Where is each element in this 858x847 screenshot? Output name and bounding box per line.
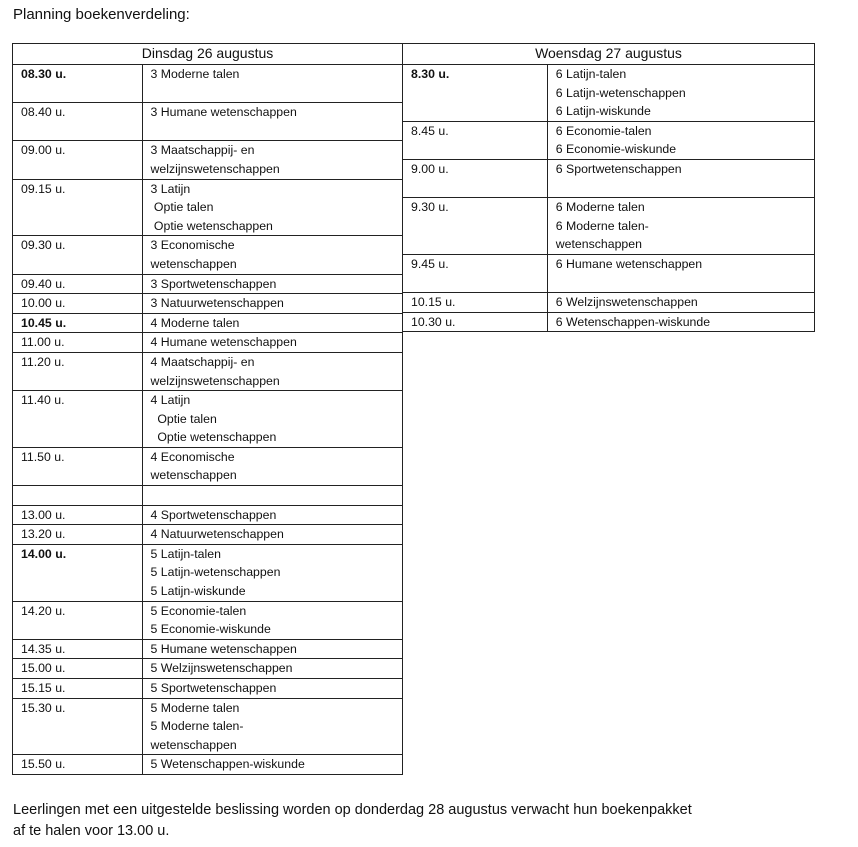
group-line: 6 Moderne talen- bbox=[555, 218, 649, 233]
group-line: wetenschappen bbox=[150, 256, 237, 271]
time-cell: 8.30 u. bbox=[403, 65, 548, 122]
schedule-row bbox=[13, 447, 403, 485]
time-cell: 14.00 u. bbox=[13, 544, 143, 601]
group-cell bbox=[142, 505, 402, 525]
group-line: 6 Economie-talen bbox=[555, 123, 652, 138]
time-cell: 10.45 u. bbox=[13, 313, 143, 333]
time-cell: 11.50 u. bbox=[13, 447, 143, 485]
schedule-row bbox=[13, 141, 403, 179]
group-cell bbox=[142, 141, 402, 179]
group-line: 5 Latijn-wiskunde bbox=[150, 584, 246, 599]
group-line: 6 Latijn-wiskunde bbox=[555, 104, 651, 119]
time-cell: 09.00 u. bbox=[13, 141, 143, 179]
group-cell bbox=[142, 333, 402, 353]
group-cell bbox=[547, 159, 814, 197]
schedule-row bbox=[13, 755, 403, 775]
group-cell bbox=[142, 103, 402, 141]
time-cell: 10.30 u. bbox=[403, 312, 548, 332]
group-cell bbox=[547, 198, 814, 255]
group-line bbox=[151, 486, 402, 505]
schedule-row bbox=[13, 103, 403, 141]
schedule-row bbox=[403, 198, 815, 255]
group-cell bbox=[142, 755, 402, 775]
schedule-row bbox=[13, 659, 403, 679]
group-line: 5 Humane wetenschappen bbox=[150, 641, 297, 656]
group-line: Optie talen bbox=[150, 200, 214, 215]
group-line: 6 Sportwetenschappen bbox=[555, 161, 682, 176]
group-cell bbox=[142, 659, 402, 679]
group-line: 5 Sportwetenschappen bbox=[150, 681, 277, 695]
group-cell bbox=[547, 312, 814, 332]
schedule-row bbox=[403, 159, 815, 197]
note-line: af te halen voor 13.00 u. bbox=[13, 823, 170, 839]
group-line: 3 Economische bbox=[150, 238, 235, 253]
group-line: 5 Welzijnswetenschappen bbox=[150, 661, 293, 676]
time-cell: 13.20 u. bbox=[13, 525, 143, 545]
group-cell bbox=[142, 294, 402, 314]
schedule-row bbox=[13, 274, 403, 294]
time-cell: 15.15 u. bbox=[13, 679, 143, 699]
time-cell: 08.30 u. bbox=[13, 65, 143, 103]
schedule-row bbox=[13, 179, 403, 236]
group-line: 6 Economie-wiskunde bbox=[555, 142, 677, 157]
group-line: 3 Natuurwetenschappen bbox=[150, 296, 284, 311]
time-cell: 10.15 u. bbox=[403, 293, 548, 313]
group-line: welzijnswetenschappen bbox=[150, 161, 280, 176]
time-cell: 09.15 u. bbox=[13, 179, 143, 236]
group-line: 6 Welzijnswetenschappen bbox=[555, 295, 698, 310]
schedule-row bbox=[13, 352, 403, 390]
time-cell: 11.00 u. bbox=[13, 333, 143, 353]
schedule-row bbox=[13, 313, 403, 333]
time-cell: 8.45 u. bbox=[403, 121, 548, 159]
time-cell: 10.00 u. bbox=[13, 294, 143, 314]
group-line: wetenschappen bbox=[555, 237, 642, 252]
time-cell: 09.30 u. bbox=[13, 236, 143, 274]
group-cell bbox=[142, 236, 402, 274]
group-line: Optie talen bbox=[150, 411, 217, 426]
time-cell: 14.35 u. bbox=[13, 639, 143, 659]
group-line: Optie wetenschappen bbox=[150, 218, 273, 233]
schedule-row bbox=[13, 505, 403, 525]
group-cell bbox=[142, 639, 402, 659]
schedule-row bbox=[13, 294, 403, 314]
group-line: welzijnswetenschappen bbox=[150, 373, 280, 388]
schedule bbox=[12, 43, 815, 775]
time-cell: 09.40 u. bbox=[13, 274, 143, 294]
group-cell bbox=[142, 544, 402, 601]
group-line: 3 Sportwetenschappen bbox=[150, 276, 277, 291]
schedule-row bbox=[13, 698, 403, 755]
schedule-row bbox=[13, 544, 403, 601]
schedule-row bbox=[403, 312, 815, 332]
group-cell bbox=[142, 679, 402, 699]
page-title: Planning boekenverdeling: bbox=[13, 6, 190, 23]
schedule-row bbox=[13, 65, 403, 103]
group-cell bbox=[142, 525, 402, 545]
group-line: wetenschappen bbox=[150, 468, 237, 483]
group-line: 4 Natuurwetenschappen bbox=[150, 527, 284, 542]
schedule-row bbox=[13, 639, 403, 659]
group-line: 6 Latijn-talen bbox=[555, 67, 627, 81]
schedule-row bbox=[403, 254, 815, 292]
group-line: 4 Maatschappij- en bbox=[150, 354, 255, 369]
schedule-row bbox=[13, 679, 403, 699]
time-cell: 15.00 u. bbox=[13, 659, 143, 679]
time-cell bbox=[13, 486, 143, 506]
group-line: wetenschappen bbox=[150, 737, 237, 752]
group-line: 5 Economie-wiskunde bbox=[150, 622, 271, 637]
group-cell bbox=[142, 486, 402, 506]
group-line: 3 Humane wetenschappen bbox=[150, 105, 297, 120]
group-line: 5 Latijn-talen bbox=[150, 546, 221, 561]
group-line: 6 Moderne talen bbox=[555, 200, 645, 215]
schedule-row bbox=[13, 333, 403, 353]
group-line: 4 Latijn bbox=[150, 393, 191, 408]
group-line: 3 Moderne talen bbox=[150, 67, 240, 81]
group-cell bbox=[142, 65, 402, 103]
schedule-row bbox=[403, 293, 815, 313]
time-cell: 11.20 u. bbox=[13, 352, 143, 390]
group-cell bbox=[142, 274, 402, 294]
footer-note bbox=[13, 800, 692, 842]
day-header: Dinsdag 26 augustus bbox=[13, 44, 403, 65]
time-cell: 9.30 u. bbox=[403, 198, 548, 255]
group-line: 6 Humane wetenschappen bbox=[555, 256, 703, 271]
schedule-row bbox=[13, 525, 403, 545]
group-line: 5 Wetenschappen-wiskunde bbox=[150, 757, 305, 772]
schedule-row bbox=[13, 236, 403, 274]
group-line: 3 Latijn bbox=[150, 181, 191, 196]
schedule-table-tuesday bbox=[12, 43, 403, 775]
group-cell bbox=[547, 293, 814, 313]
group-line: 5 Moderne talen- bbox=[150, 719, 244, 734]
group-cell bbox=[142, 352, 402, 390]
schedule-row bbox=[403, 65, 815, 122]
group-line: 6 Wetenschappen-wiskunde bbox=[555, 314, 711, 329]
group-cell bbox=[547, 121, 814, 159]
group-line: 4 Sportwetenschappen bbox=[150, 507, 277, 522]
time-cell: 13.00 u. bbox=[13, 505, 143, 525]
group-cell bbox=[142, 179, 402, 236]
group-cell bbox=[142, 447, 402, 485]
group-line: 4 Economische bbox=[150, 449, 235, 464]
group-cell bbox=[142, 313, 402, 333]
schedule-row bbox=[13, 601, 403, 639]
group-line: Optie wetenschappen bbox=[150, 430, 277, 445]
time-cell: 9.45 u. bbox=[403, 254, 548, 292]
day-header: Woensdag 27 augustus bbox=[403, 44, 815, 65]
time-cell: 11.40 u. bbox=[13, 391, 143, 448]
time-cell: 15.50 u. bbox=[13, 755, 143, 775]
group-cell bbox=[547, 254, 814, 292]
group-cell bbox=[142, 391, 402, 448]
time-cell: 08.40 u. bbox=[13, 103, 143, 141]
time-cell: 9.00 u. bbox=[403, 159, 548, 197]
schedule-row bbox=[13, 391, 403, 448]
group-cell bbox=[142, 601, 402, 639]
schedule-row bbox=[403, 121, 815, 159]
group-line: 5 Moderne talen bbox=[150, 700, 240, 715]
time-cell: 14.20 u. bbox=[13, 601, 143, 639]
note-line: Leerlingen met een uitgestelde beslissing worden op donderdag 28 augustus verwacht hun boekenpakket bbox=[13, 802, 692, 818]
group-line: 5 Economie-talen bbox=[150, 603, 247, 618]
group-line: 4 Humane wetenschappen bbox=[150, 335, 297, 350]
group-line: 4 Moderne talen bbox=[150, 315, 240, 330]
schedule-row bbox=[13, 486, 403, 506]
group-cell bbox=[547, 65, 814, 122]
group-line: 6 Latijn-wetenschappen bbox=[555, 85, 686, 100]
group-cell bbox=[142, 698, 402, 755]
group-line: 3 Maatschappij- en bbox=[150, 143, 255, 158]
time-cell: 15.30 u. bbox=[13, 698, 143, 755]
schedule-table-wednesday bbox=[402, 43, 815, 332]
group-line: 5 Latijn-wetenschappen bbox=[150, 565, 281, 580]
